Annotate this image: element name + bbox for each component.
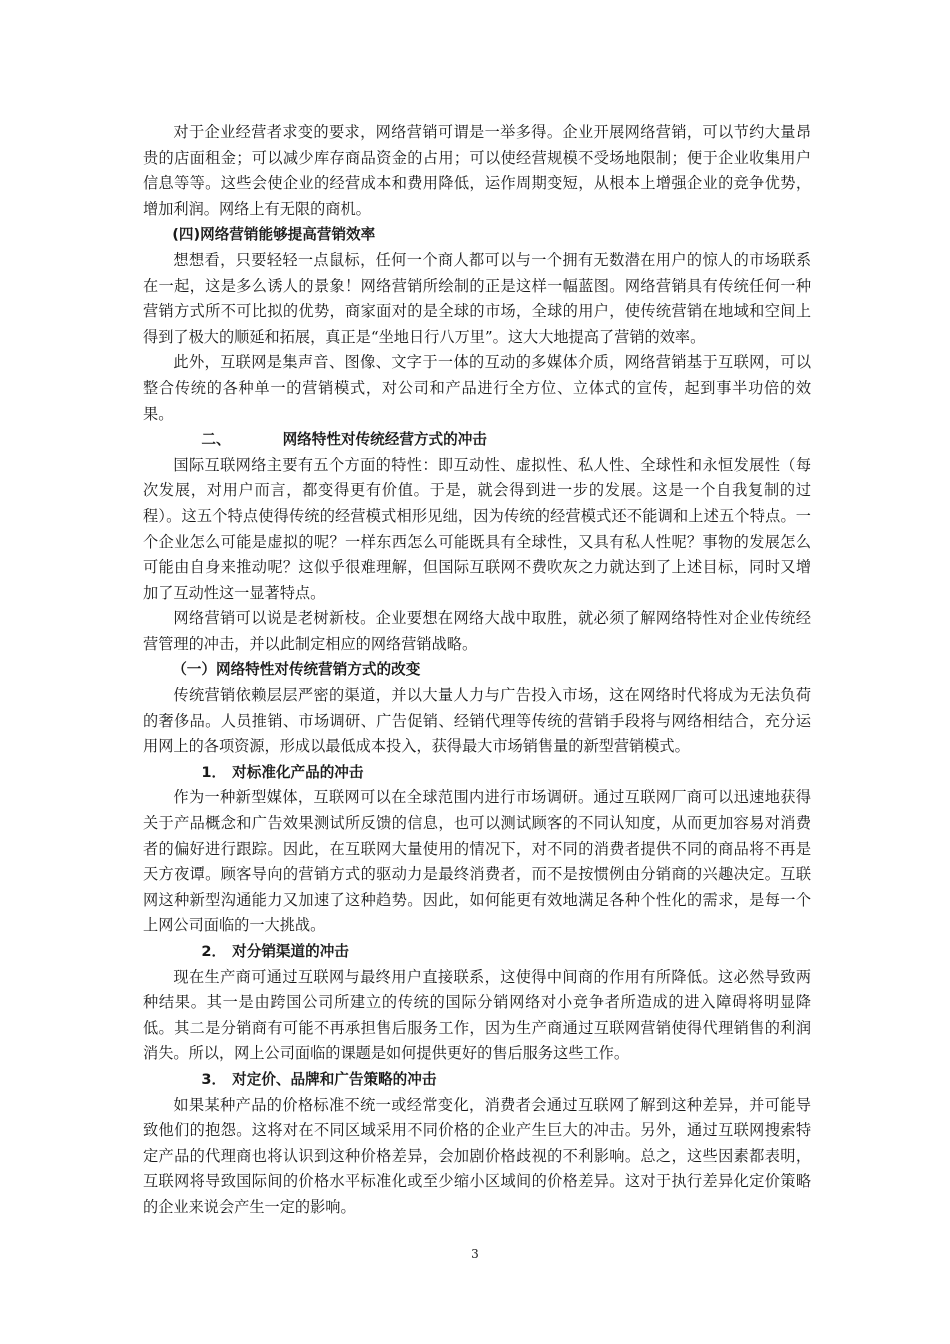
section-heading-efficiency: (四)网络营销能够提高营销效率 (172, 226, 376, 244)
paragraph-distribution: 现在生产商可通过互联网与最终用户直接联系，这使得中间商的作用有所降低。这必然导致两种结果。其一是由跨国公司所建立的传统的国际分销网络对小竞争者所造成的进入障碍将明显降低。其二是分销商有可能不再承担售后服务工作，因为生产商通过互联网营销使得代理销售的利润消失。所以，网上公司面临的课题是如何提供更好的售后服务这些工作。 (143, 967, 811, 1063)
subsection-heading-distribution (143, 939, 811, 965)
subsection-heading-pricing (143, 1067, 811, 1093)
paragraph-efficiency: 想想看，只要轻轻一点鼠标，任何一个商人都可以与一个拥有无数潜在用户的惊人的市场联系在一起，这是多么诱人的景象！网络营销所绘制的正是这样一幅蓝图。网络营销具有传统任何一种营销方式所不可比拟的优势，商家面对的是全球的市场，全球的用户，使传统营销在地域和空间上得到了极大的顺延和拓展，真正是“坐地日行八万里”。这大大地提高了营销的效率。 (143, 250, 811, 346)
subsection-text: 对分销渠道的冲击 (232, 943, 349, 960)
subsection-heading-standardized-products (143, 760, 811, 786)
paragraph-multimedia: 此外，互联网是集声音、图像、文字于一体的互动的多媒体介质，网络营销基于互联网，可以整合传统的各种单一的营销模式，对公司和产品进行全方位、立体式的宣传，起到事半功倍的效果。 (143, 353, 811, 423)
paragraph-five-features: 国际互联网络主要有五个方面的特性：即互动性、虚拟性、私人性、全球性和永恒发展性（每次发展，对用户而言，都变得更有价值。于是，就会得到进一步的发展。这是一个自我复制的过程）。这五个特点使得传统的经营模式相形见绌，因为传统的经营模式还不能调和上述五个特点。一个企业怎么可能是虚拟的呢？一样东西怎么可能既具有全球性，又具有私人性呢？事物的发展怎么可能由自身来推动呢？这似乎很难理解，但国际互联网不费吹灰之力就达到了上述目标，同时又增加了互动性这一显著特点。 (143, 455, 811, 602)
subsection-text: 对标准化产品的冲击 (232, 763, 364, 781)
paragraph-standardized-products: 作为一种新型媒体，互联网可以在全球范围内进行市场调研。通过互联网厂商可以迅速地获得关于产品概念和广告效果测试所反馈的信息，也可以测试顾客的不同认知度，从而更加容易对消费者的偏好进行跟踪。因此，在互联网大量使用的情况下，对不同的消费者提供不同的商品将不再是天方夜谭。顾客导向的营销方式的驱动力是最终消费者，而不是按惯例由分销商的兴趣决定。互联网这种新型沟通能力又加速了这种趋势。因此，如何能更有效地满足各种个性化的需求，是每一个上网公司面临的一大挑战。 (143, 788, 811, 935)
paragraph-traditional-marketing: 传统营销依赖层层严密的渠道，并以大量人力与广告投入市场，这在网络时代将成为无法负荷的奢侈品。人员推销、市场调研、广告促销、经销代理等传统的营销手段将与网络相结合，充分运用网上的各项资源，形成以最低成本投入，获得最大市场销售量的新型营销模式。 (143, 686, 811, 756)
paragraph-old-tree: 网络营销可以说是老树新枝。企业要想在网络大战中取胜，就必须了解网络特性对企业传统经营管理的冲击，并以此制定相应的网络营销战略。 (143, 609, 811, 653)
subsection-number: 3． (201, 1070, 227, 1088)
chapter-heading-network-impact (143, 427, 811, 453)
paragraph-pricing: 如果某种产品的价格标准不统一或经常变化，消费者会通过互联网了解到这种差异，并可能导致他们的抱怨。这将对在不同区域采用不同价格的企业产生巨大的冲击。另外，通过互联网搜索特定产品的代理商也将认识到这种价格差异，会加剧价格歧视的不利影响。总之，这些因素都表明，互联网将导致国际间的价格水平标准化或至少缩小区域间的价格差异。这对于执行差异化定价策略的企业来说会产生一定的影响。 (143, 1095, 811, 1216)
document-body (143, 120, 811, 1221)
subsection-number: 2． (201, 943, 227, 960)
subsection-text: 对定价、品牌和广告策略的冲击 (232, 1070, 437, 1088)
chapter-heading-number: 二、 (201, 431, 231, 449)
paragraph-cost-benefits: 对于企业经营者求变的要求，网络营销可谓是一举多得。企业开展网络营销，可以节约大量昂贵的店面租金；可以减少库存商品资金的占用；可以使经营规模不受场地限制；便于企业收集用户信息等等。这些会使企业的经营成本和费用降低，运作周期变短，从根本上增强企业的竞争优势，增加利润。网络上有无限的商机。 (143, 123, 811, 218)
section-heading-marketing-change: （一）网络特性对传统营销方式的改变 (172, 661, 421, 679)
page-number: 3 (471, 1247, 479, 1261)
chapter-heading-text: 网络特性对传统经营方式的冲击 (282, 431, 487, 449)
subsection-number: 1． (201, 763, 227, 781)
